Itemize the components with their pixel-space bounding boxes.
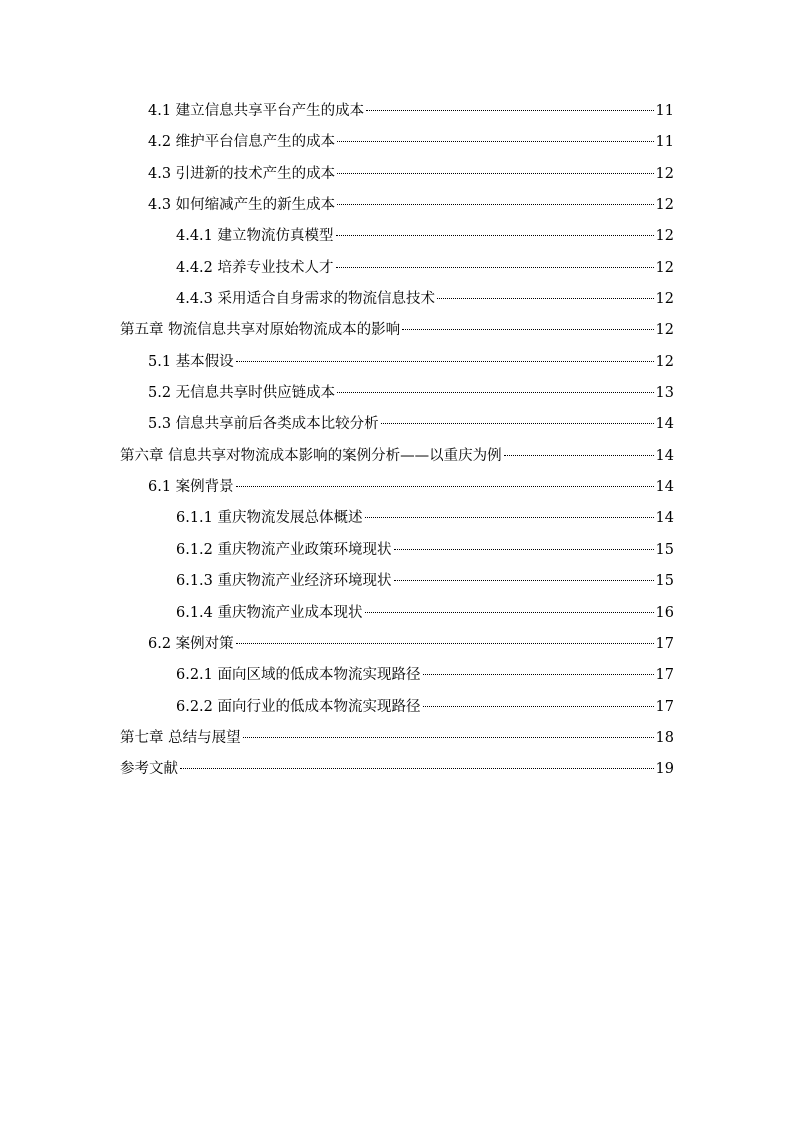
- toc-entry-title: 6.1.3 重庆物流产业经济环境现状: [176, 573, 392, 590]
- toc-entry-title: 6.1.2 重庆物流产业政策环境现状: [176, 541, 392, 558]
- toc-entry-page-number: 12: [655, 353, 674, 370]
- toc-entry-title: 6.2 案例对策: [148, 635, 234, 652]
- table-of-contents: [0, 96, 793, 786]
- dot-leader: [337, 140, 653, 142]
- toc-entry[interactable]: [0, 598, 793, 629]
- toc-entry-title: 6.1 案例背景: [148, 479, 234, 496]
- dot-leader: [365, 611, 654, 613]
- dot-leader: [336, 234, 654, 236]
- toc-entry-page-number: 17: [655, 667, 674, 684]
- toc-entry-page-number: 17: [655, 635, 674, 652]
- toc-entry[interactable]: [0, 378, 793, 409]
- dot-leader: [337, 203, 653, 205]
- dot-leader: [236, 485, 654, 487]
- dot-leader: [337, 391, 653, 393]
- toc-entry[interactable]: [0, 660, 793, 691]
- dot-leader: [381, 422, 654, 424]
- toc-entry-title: 4.3 引进新的技术产生的成本: [148, 165, 336, 182]
- toc-entry-page-number: 12: [655, 291, 674, 308]
- dot-leader: [394, 548, 654, 550]
- dot-leader: [180, 767, 654, 769]
- toc-entry[interactable]: [0, 409, 793, 440]
- toc-entry[interactable]: [0, 566, 793, 597]
- toc-entry-title: 4.4.3 采用适合自身需求的物流信息技术: [176, 291, 436, 308]
- toc-entry-page-number: 11: [655, 134, 674, 151]
- toc-entry-title: 4.4.1 建立物流仿真模型: [176, 228, 334, 245]
- toc-entry-title: 4.2 维护平台信息产生的成本: [148, 134, 336, 151]
- dot-leader: [402, 328, 653, 330]
- toc-entry-page-number: 18: [655, 729, 674, 746]
- dot-leader: [504, 454, 654, 456]
- toc-entry[interactable]: [0, 347, 793, 378]
- toc-entry-title: 5.1 基本假设: [148, 353, 234, 370]
- toc-entry-title: 4.3 如何缩减产生的新生成本: [148, 197, 336, 214]
- toc-entry[interactable]: [0, 629, 793, 660]
- toc-entry[interactable]: [0, 253, 793, 284]
- toc-entry[interactable]: [0, 441, 793, 472]
- dot-leader: [243, 736, 654, 738]
- toc-entry-title: 6.2.1 面向区域的低成本物流实现路径: [176, 667, 421, 684]
- toc-entry-page-number: 13: [655, 385, 674, 402]
- toc-entry-title: 第七章 总结与展望: [120, 729, 241, 746]
- dot-leader: [423, 673, 654, 675]
- toc-entry[interactable]: [0, 221, 793, 252]
- toc-entry-page-number: 16: [655, 604, 674, 621]
- toc-entry[interactable]: [0, 315, 793, 346]
- toc-entry[interactable]: [0, 159, 793, 190]
- toc-entry[interactable]: [0, 692, 793, 723]
- toc-entry-title: 5.3 信息共享前后各类成本比较分析: [148, 416, 379, 433]
- toc-entry-page-number: 11: [655, 103, 674, 119]
- toc-entry-title: 6.1.4 重庆物流产业成本现状: [176, 604, 363, 621]
- toc-entry-page-number: 12: [655, 165, 674, 182]
- dot-leader: [336, 266, 654, 268]
- toc-entry[interactable]: [0, 723, 793, 754]
- toc-entry-title: 参考文献: [120, 761, 178, 778]
- toc-entry[interactable]: [0, 96, 793, 127]
- toc-entry-title: 5.2 无信息共享时供应链成本: [148, 385, 336, 402]
- dot-leader: [366, 109, 653, 111]
- toc-entry[interactable]: [0, 754, 793, 785]
- toc-entry-page-number: 12: [655, 322, 674, 339]
- toc-entry[interactable]: [0, 284, 793, 315]
- toc-entry-page-number: 14: [655, 510, 674, 527]
- toc-entry-title: 4.4.2 培养专业技术人才: [176, 259, 334, 276]
- toc-entry-title: 6.2.2 面向行业的低成本物流实现路径: [176, 698, 421, 715]
- toc-entry-page-number: 19: [655, 761, 674, 778]
- toc-entry-page-number: 12: [655, 259, 674, 276]
- toc-entry[interactable]: [0, 127, 793, 158]
- dot-leader: [423, 705, 654, 707]
- toc-entry-page-number: 14: [655, 416, 674, 433]
- dot-leader: [236, 360, 654, 362]
- dot-leader: [365, 516, 654, 518]
- toc-entry[interactable]: [0, 472, 793, 503]
- toc-entry[interactable]: [0, 503, 793, 534]
- toc-entry[interactable]: [0, 190, 793, 221]
- dot-leader: [394, 579, 654, 581]
- dot-leader: [437, 297, 654, 299]
- toc-entry-title: 4.1 建立信息共享平台产生的成本: [148, 103, 365, 119]
- toc-entry-page-number: 12: [655, 197, 674, 214]
- toc-entry[interactable]: [0, 535, 793, 566]
- dot-leader: [337, 172, 653, 174]
- toc-entry-page-number: 14: [655, 447, 674, 464]
- toc-entry-page-number: 15: [655, 541, 674, 558]
- toc-entry-title: 6.1.1 重庆物流发展总体概述: [176, 510, 363, 527]
- toc-entry-page-number: 15: [655, 573, 674, 590]
- toc-entry-title: 第五章 物流信息共享对原始物流成本的影响: [120, 322, 401, 339]
- toc-entry-page-number: 12: [655, 228, 674, 245]
- toc-entry-page-number: 14: [655, 479, 674, 496]
- dot-leader: [236, 642, 654, 644]
- toc-entry-title: 第六章 信息共享对物流成本影响的案例分析——以重庆为例: [120, 447, 502, 464]
- toc-entry-page-number: 17: [655, 698, 674, 715]
